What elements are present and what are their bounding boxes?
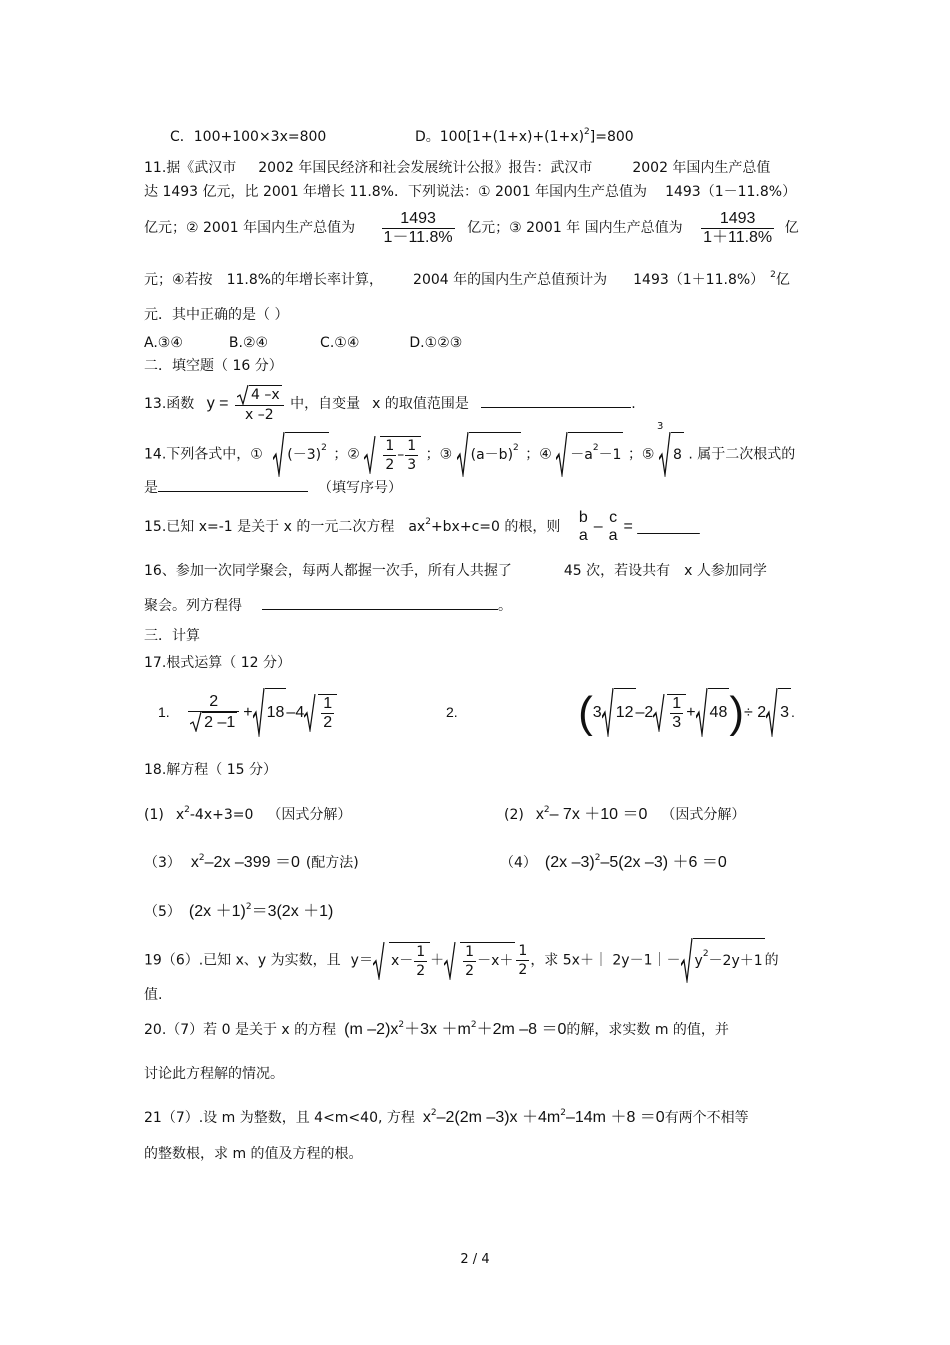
q13-fraction: $\frac{4 -x}{x -2}$: [235, 385, 284, 424]
q11-line3: 亿元；② 2001 年国内生产总值为 $\frac{1493}{1-11.8\%}$ 亿元；③ 2001 年 国内生产总值为 $\frac{1493}{1+11.8\%}$ 亿: [144, 209, 799, 246]
q18-eq-3: （3） $x^2-2x$ –399 ＝0 (配方法): [144, 853, 359, 871]
q10-option-d: D。$100[1+(1+x)+(1+x)^2]=800$: [415, 127, 634, 145]
q20-line2: 讨论此方程解的情况。: [144, 1066, 284, 1082]
q14-answer-blank[interactable]: [158, 491, 308, 492]
q14-line2: 是 （填写序号）: [144, 480, 402, 496]
q17-title: 17.根式运算（ 12 分）: [144, 655, 291, 671]
q10-option-c: C．100+100×3x=800: [170, 129, 327, 145]
q11-line5: 元．其中正确的是（ ）: [144, 307, 289, 323]
q17-problem-1: 1. $\frac{2}{2 -1}$ + 18 –4 $\frac{1}{2}$: [158, 688, 337, 737]
q14-line1: 14.下列各式中，① (－3) 2 ；② $\frac{1}{2}$ – $\frac{1}{3}$ ；③ (a－b) 2 ；④ －a 2 －1 ；⑤ 3 8 . 属于二次根式的: [144, 432, 795, 477]
q21-line2: 的整数根，求 m 的值及方程的根。: [144, 1146, 363, 1162]
page-number: 2 / 4: [460, 1252, 490, 1267]
q18-eq-4: （4） (2x –3)$^2$–5(2x –3) ＋6 ＝0: [500, 853, 727, 871]
q14-expr-2: $\frac{1}{2}$ – $\frac{1}{3}$: [364, 436, 421, 474]
q18-title: 18.解方程（ 15 分）: [144, 762, 277, 778]
section-2-title: 二．填空题（ 16 分）: [144, 358, 283, 374]
q21-line1: 21（7）.设 m 为整数，且 4<m<40, 方程 $x^2-2(2m$ $-3)x +4m^2-14m +8 =0$有两个不相等: [144, 1108, 749, 1126]
q13-line: 13.函数 y = $\frac{4 -x}{x -2}$ 中，自变量 x 的取值范围是 .: [144, 384, 636, 424]
q15-line: 15.已知 x=-1 是关于 x 的一元二次方程 $ax^2+bx+c=0$ 的根，则 b a – c a = _______: [144, 509, 700, 544]
q20-line1: 20.（7）若 0 是关于 x 的方程 (m $-2)x^2+3x +m^2+2m$ –8 ＝0的解，求实数 m 的值，并: [144, 1020, 729, 1038]
q14-expr-1: (－3) 2: [273, 432, 329, 477]
q11-fraction-2: $\frac{1493}{1+11.8\%}$: [703, 209, 773, 246]
q13-radical: 4 –x: [237, 385, 282, 405]
q19-line2: 值.: [144, 987, 163, 1003]
q14-expr-4: －a 2 －1: [556, 432, 623, 477]
q11-line4: 元；④若按 11.8%的年增长率计算， 2004 年的国内生产总值预计为 1493（1＋11.8%） $^2$亿: [144, 270, 790, 288]
q11-line1: 11.据《武汉市 2002 年国民经济和社会发展统计公报》报告：武汉市 2002 年国内生产总值: [144, 160, 771, 176]
q11-fraction-1: $\frac{1493}{1-11.8\%}$: [383, 209, 453, 246]
q14-expr-5: 3 8: [659, 432, 684, 477]
q13-answer-blank[interactable]: [481, 407, 631, 408]
q18-eq-2: (2) $x^2-$ 7x ＋10 ＝0 （因式分解）: [504, 805, 746, 823]
q18-eq-1: (1) $x^2-4x+3=0$ （因式分解）: [144, 805, 352, 823]
q16-line2: 聚会。列方程得 。: [144, 598, 512, 614]
section-3-title: 三．计算: [144, 628, 200, 644]
q19-line1: 19（6）.已知 x、y 为实数，且 y＝ x－ $\frac{1}{2}$ ＋ $\frac{1}{2}$ －x＋ $\frac{1}{2}$ ，求 5x＋｜ 2y－1｜－ y 2 －2y＋1 的: [144, 938, 779, 983]
q14-expr-3: (a－b) 2: [457, 432, 521, 477]
q16-line1: 16、参加一次同学聚会，每两人都握一次手，所有人共握了 45 次，若设共有 x 人参加同学: [144, 563, 767, 579]
q11-options: A.③④ B.②④ C.①④ D.①②③: [144, 335, 463, 351]
q11-line2: 达 1493 亿元，比 2001 年增长 11.8%．下列说法：① 2001 年国内生产总值为 1493（1－11.8%）: [144, 184, 797, 200]
q18-eq-5: （5） $(2x +1)^2=3(2x +1)$: [144, 902, 334, 920]
q16-answer-blank[interactable]: [262, 609, 498, 610]
q17-problem-2: 2. (3 12 –2 $\frac{1}{3}$ + 48 )÷ 2 3 .: [446, 687, 795, 737]
